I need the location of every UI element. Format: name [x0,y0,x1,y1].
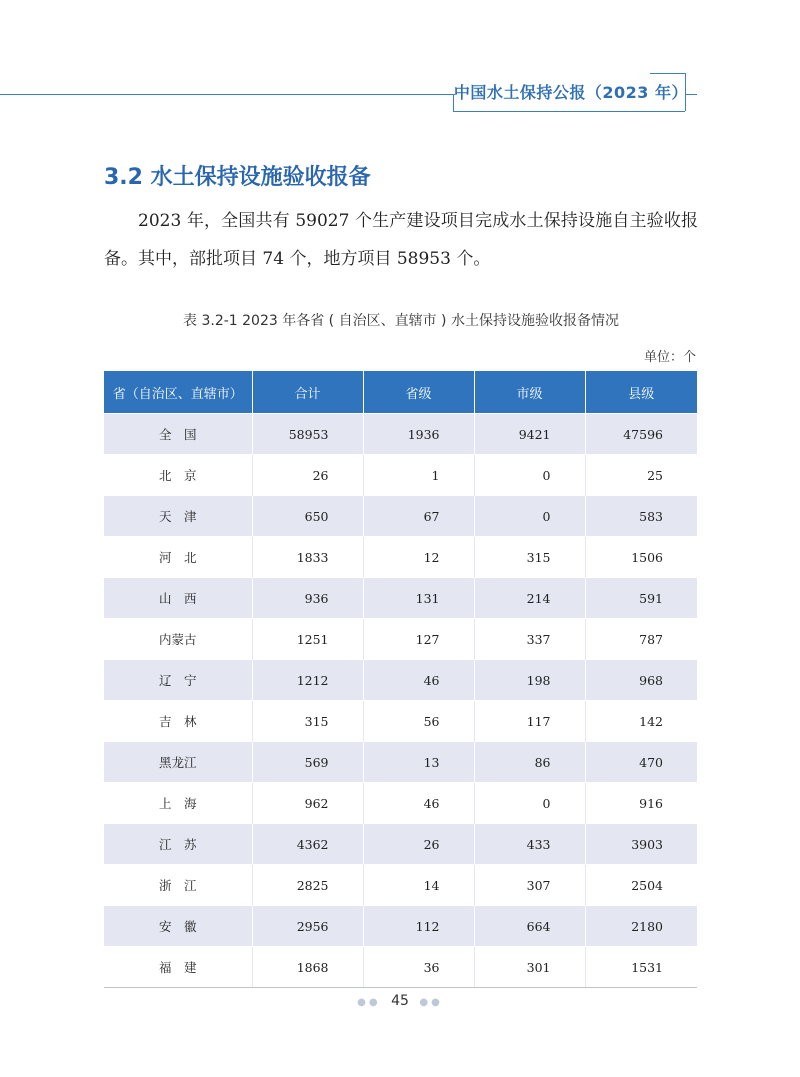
cell-total: 1212 [252,660,363,701]
cell-province: 天 津 [104,496,252,537]
cell-county: 2180 [585,906,697,947]
page-footer [0,993,800,1009]
cell-city: 664 [474,906,585,947]
column-header-provincial: 省级 [363,371,474,414]
table-unit: 单位：个 [643,350,696,365]
table-row [104,701,697,742]
cell-county: 1506 [585,537,697,578]
cell-province: 福 建 [104,947,252,988]
cell-province: 全 国 [104,414,252,455]
header-rule-top [650,73,685,74]
cell-provincial: 56 [363,701,474,742]
cell-province: 北 京 [104,455,252,496]
table-row [104,414,697,455]
cell-total: 569 [252,742,363,783]
table-caption: 表 3.2-1 2023 年各省 ( 自治区、直辖市 ) 水土保持设施验收报备情况 [183,313,619,329]
cell-total: 650 [252,496,363,537]
footer-dots-left-icon: ●● [357,997,381,1008]
cell-province: 辽 宁 [104,660,252,701]
cell-total: 2956 [252,906,363,947]
cell-province: 内蒙古 [104,619,252,660]
cell-provincial: 46 [363,783,474,824]
cell-total: 962 [252,783,363,824]
header-title: 中国水土保持公报（2023 年） [453,83,688,102]
table-header-row [104,371,697,414]
cell-provincial: 12 [363,537,474,578]
table-row [104,783,697,824]
table-row [104,947,697,988]
cell-provincial: 127 [363,619,474,660]
table-row [104,578,697,619]
cell-city: 0 [474,455,585,496]
cell-province: 吉 林 [104,701,252,742]
cell-provincial: 13 [363,742,474,783]
cell-city: 0 [474,496,585,537]
cell-city: 301 [474,947,585,988]
cell-city: 337 [474,619,585,660]
cell-province: 浙 江 [104,865,252,906]
cell-county: 583 [585,496,697,537]
page-number: 45 [391,993,409,1009]
section-title: 3.2 水土保持设施验收报备 [104,165,371,190]
cell-total: 58953 [252,414,363,455]
cell-county: 47596 [585,414,697,455]
cell-provincial: 26 [363,824,474,865]
table-row [104,619,697,660]
cell-city: 9421 [474,414,585,455]
table-row [104,824,697,865]
cell-provincial: 36 [363,947,474,988]
cell-provincial: 46 [363,660,474,701]
section-paragraph: 2023 年，全国共有 59027 个生产建设项目完成水土保持设施自主验收报备。其中，部批项目 74 个，地方项目 58953 个。 [104,211,698,269]
column-header-city: 市级 [474,371,585,414]
cell-county: 2504 [585,865,697,906]
cell-city: 198 [474,660,585,701]
column-header-province: 省（自治区、直辖市） [104,371,252,414]
table-row [104,660,697,701]
cell-city: 117 [474,701,585,742]
table-body [104,414,697,988]
cell-city: 307 [474,865,585,906]
cell-county: 787 [585,619,697,660]
column-header-county: 县级 [585,371,697,414]
cell-province: 黑龙江 [104,742,252,783]
cell-provincial: 1 [363,455,474,496]
cell-county: 3903 [585,824,697,865]
table-row [104,537,697,578]
cell-total: 26 [252,455,363,496]
cell-city: 214 [474,578,585,619]
header-rule-left [0,94,455,95]
cell-total: 4362 [252,824,363,865]
cell-county: 916 [585,783,697,824]
cell-city: 0 [474,783,585,824]
cell-city: 433 [474,824,585,865]
table-row [104,742,697,783]
table-row [104,455,697,496]
cell-provincial: 14 [363,865,474,906]
cell-city: 315 [474,537,585,578]
cell-province: 河 北 [104,537,252,578]
cell-provincial: 1936 [363,414,474,455]
cell-total: 2825 [252,865,363,906]
footer-dots-right-icon: ●● [419,997,443,1008]
header-rule-underline [453,111,685,112]
cell-province: 安 徽 [104,906,252,947]
cell-city: 86 [474,742,585,783]
cell-county: 1531 [585,947,697,988]
cell-total: 936 [252,578,363,619]
column-header-total: 合计 [252,371,363,414]
cell-county: 968 [585,660,697,701]
cell-provincial: 131 [363,578,474,619]
cell-total: 315 [252,701,363,742]
cell-province: 上 海 [104,783,252,824]
cell-total: 1251 [252,619,363,660]
cell-county: 591 [585,578,697,619]
table-row [104,865,697,906]
cell-province: 江 苏 [104,824,252,865]
acceptance-table [104,371,697,988]
cell-provincial: 67 [363,496,474,537]
cell-county: 25 [585,455,697,496]
table-row [104,906,697,947]
cell-total: 1868 [252,947,363,988]
table-row [104,496,697,537]
cell-province: 山 西 [104,578,252,619]
cell-total: 1833 [252,537,363,578]
cell-county: 470 [585,742,697,783]
cell-county: 142 [585,701,697,742]
cell-provincial: 112 [363,906,474,947]
